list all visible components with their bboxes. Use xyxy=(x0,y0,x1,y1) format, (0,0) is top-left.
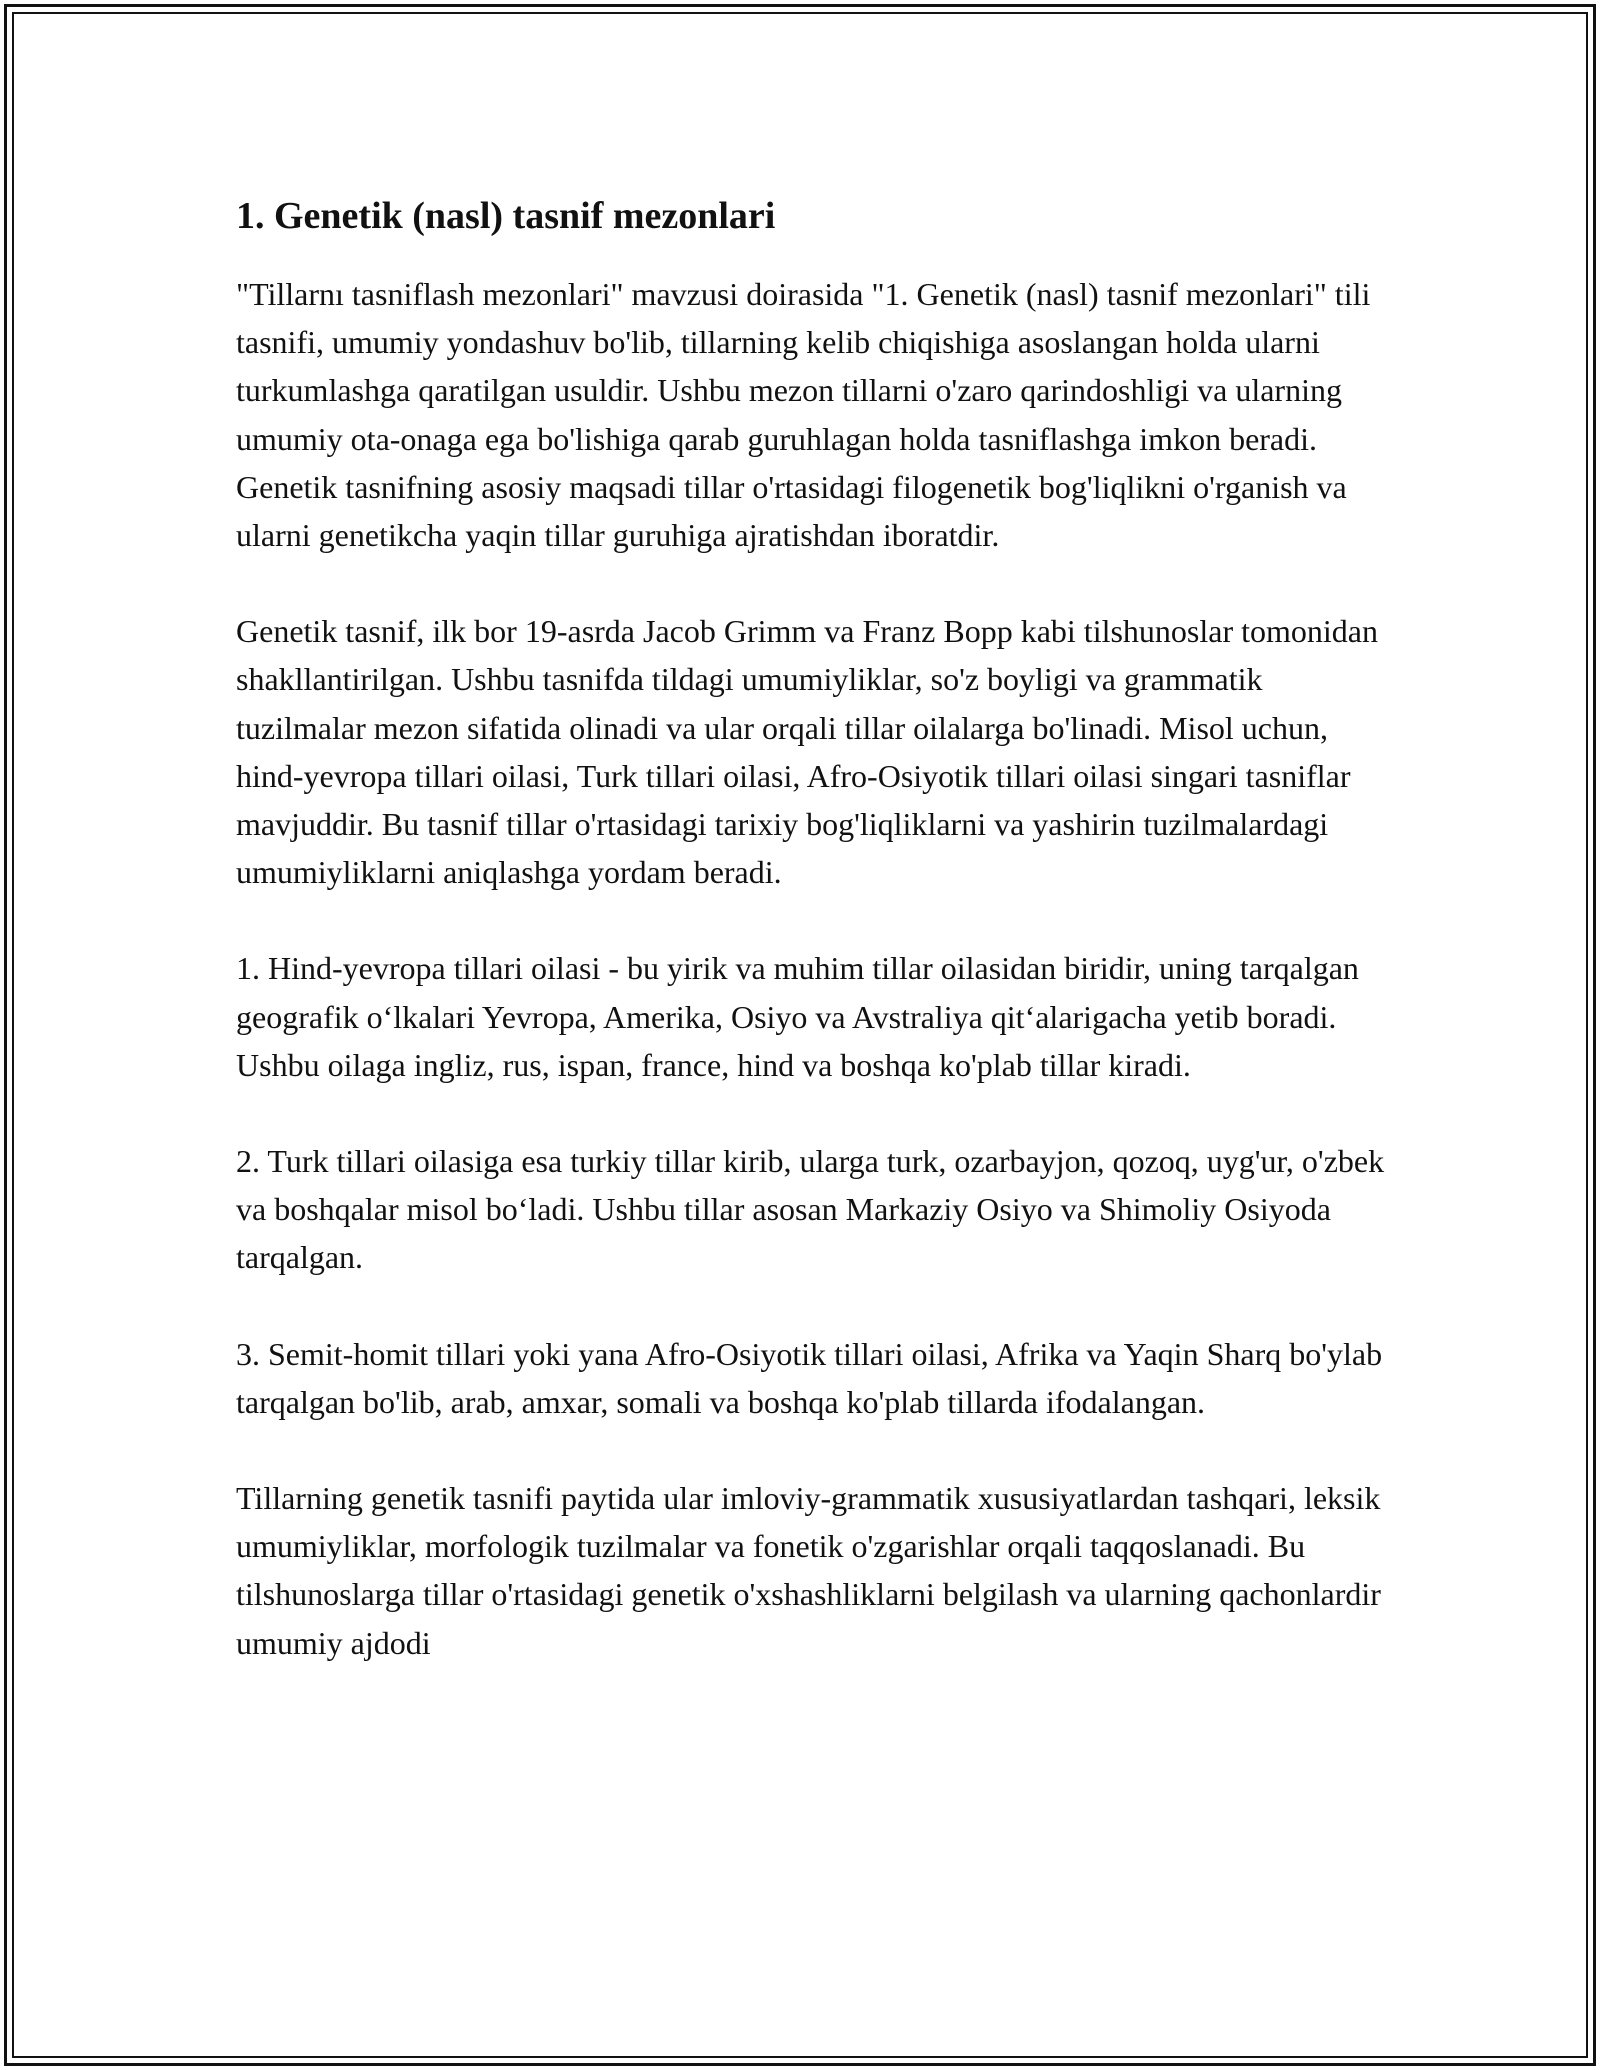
paragraph-history: Genetik tasnif, ilk bor 19-asrda Jacob Grimm va Franz Bopp kabi tilshunoslar tomonidan shakllantirilgan. Ushbu tasnifda tildagi umumiyliklar, so'z boyligi va grammatik tuzilmalar mezon sifatida olinadi va ular orqali tillar oilalarga bo'linadi. Misol uchun, hind-yevropa tillari oilasi, Turk tillari oilasi, Afro-Osiyotik tillari oilasi singari tasniflar mavjuddir. Bu tasnif tillar o'rtasidagi tarixiy bog'liqliklarni va yashirin tuzilmalardagi umumiyliklarni aniqlashga yordam beradi. xyxy=(236,613,1378,891)
paragraph-intro: "Tillarnı tasniflash mezonlari" mavzusi doirasida "1. Genetik (nasl) tasnif mezonlari" tili tasnifi, umumiy yondashuv bo'lib, tillarning kelib chiqishiga asoslangan holda ularni turkumlashga qaratilgan usuldir. Ushbu mezon tillarni o'zaro qarindoshligi va ularning umumiy ota-onaga ega bo'lishiga qarab guruhlagan holda tasniflashga imkon beradi. Genetik tasnifning asosiy maqsadi tillar o'rtasidagi filogenetik bog'liqlikni o'rganish va ularni genetikcha yaqin tillar guruhiga ajratishdan iboratdir. xyxy=(236,276,1371,554)
section-title: 1. Genetik (nasl) tasnif mezonlari xyxy=(236,195,776,237)
paragraph-afroasiatic: 3. Semit-homit tillari yoki yana Afro-Osiyotik tillari oilasi, Afrika va Yaqin Sharq bo'ylab tarqalgan bo'lib, arab, amxar, somali va boshqa ko'plab tillarda ifodalangan. xyxy=(236,1335,1383,1420)
paragraph-indo-european: 1. Hind-yevropa tillari oilasi - bu yirik va muhim tillar oilasidan biridir, uning tarqalgan geografik o‘lkalari Yevropa, Amerika, Osiyo va Avstraliya qit‘alarigacha yetib boradi. Ushbu oilaga ingliz, rus, ispan, france, hind va boshqa ko'plab tillar kiradi. xyxy=(236,950,1359,1083)
document-body xyxy=(236,188,1386,1667)
paragraph-turkic: 2. Turk tillari oilasiga esa turkiy tillar kirib, ularga turk, ozarbayjon, qozoq, uyg'ur, o'zbek va boshqalar misol bo‘ladi. Ushbu tillar asosan Markaziy Osiyo va Shimoliy Osiyoda tarqalgan. xyxy=(236,1143,1385,1276)
paragraph-comparison: Tillarning genetik tasnifi paytida ular imloviy-grammatik xususiyatlardan tashqari, leksik umumiyliklar, morfologik tuzilmalar va fonetik o'zgarishlar orqali taqqoslanadi. Bu tilshunoslarga tillar o'rtasidagi genetik o'xshashliklarni belgilash va ularning qachonlardir umumiy ajdodi xyxy=(236,1480,1381,1661)
